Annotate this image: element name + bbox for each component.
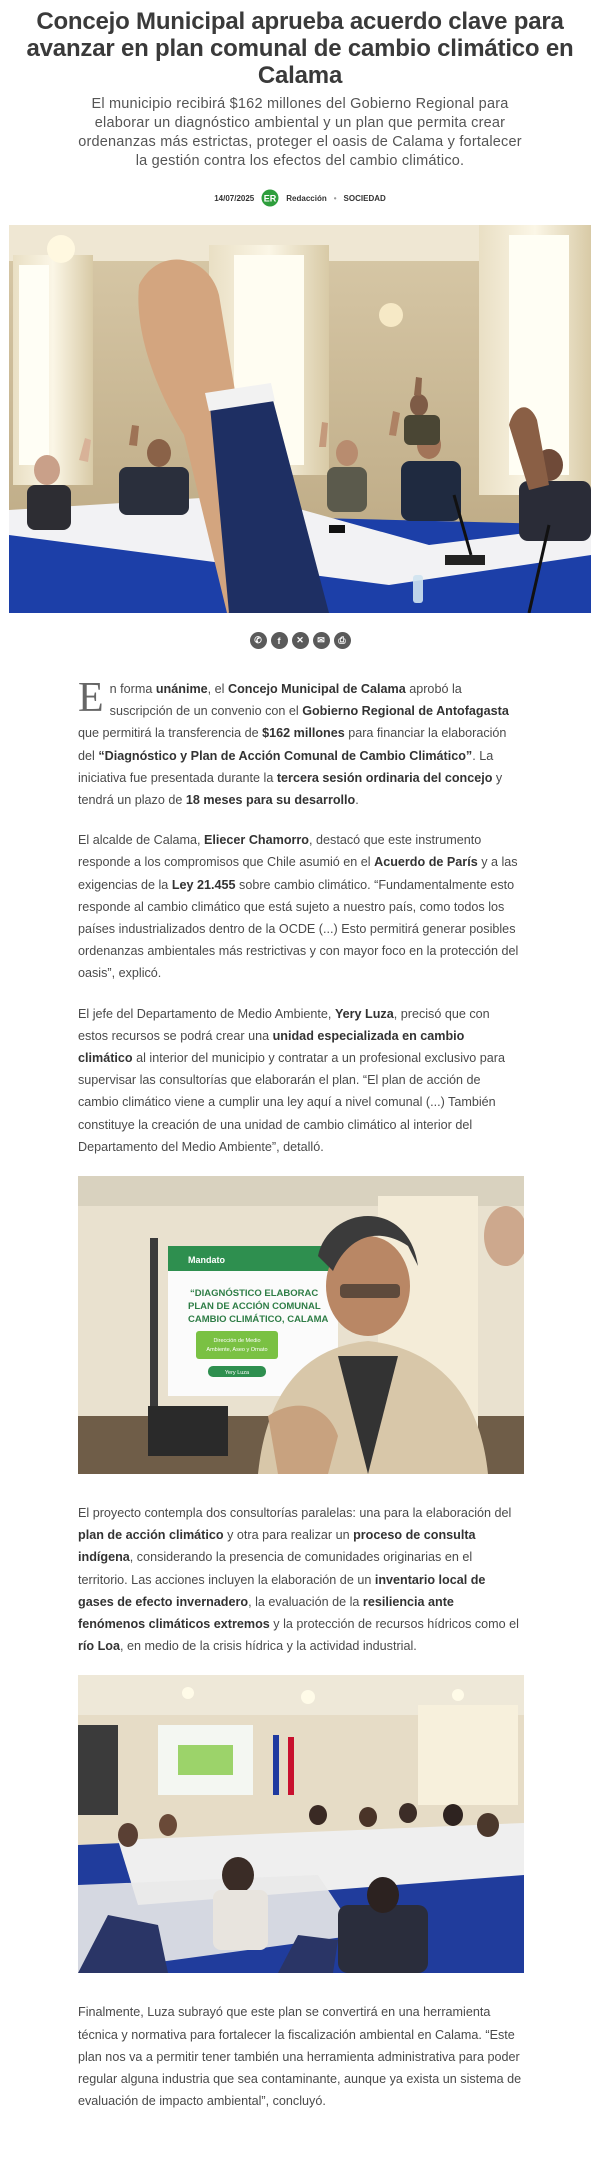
dropcap: E: [78, 675, 104, 721]
article-meta: [0, 189, 600, 207]
slide-title-1: “DIAGNÓSTICO ELABORAC: [190, 1288, 319, 1300]
article-body: [0, 675, 600, 2113]
author-link[interactable]: Redacción: [286, 193, 327, 203]
paragraph-3: El jefe del Departamento de Medio Ambiente, Yery Luza, precisó que con estos recursos se podrá crear una unidad especializada en cambio climático al interior del municipio y contratar a un profesional exclusivo para supervisar las consultorías que elaborarán el plan. “El plan de acción de cambio climático viene a cumplir una ley aquí a nivel comunal (...) También constituye la creación de una unidad de cambio climático al interior del Departamento del Medio Ambiente”, detalló.: [78, 1006, 506, 1154]
slide-heading: Mandato: [188, 1255, 225, 1266]
print-icon[interactable]: ⎙: [334, 632, 351, 649]
slide-box-1: Dirección de Medio: [213, 1338, 261, 1345]
meta-separator: •: [333, 193, 337, 203]
publish-date: 14/07/2025: [214, 193, 255, 203]
email-icon[interactable]: ✉: [313, 632, 330, 649]
slide-box-2: Ambiente, Aseo y Ornato: [206, 1347, 268, 1354]
section-link[interactable]: SOCIEDAD: [343, 193, 386, 203]
outlet-logo-text: ER: [264, 193, 277, 204]
photo-council-session-room: [78, 1675, 524, 1973]
slide-title-3: CAMBIO CLIMÁTICO, CALAMA: [188, 1314, 329, 1326]
slide-title-2: PLAN DE ACCIÓN COMUNAL: [188, 1301, 321, 1313]
slide-pill: Yery Luza: [224, 1370, 250, 1377]
paragraph-5: Finalmente, Luza subrayó que este plan se convertirá en una herramienta técnica y normativa para fortalecer la fiscalización ambiental en Calama. “Este plan nos va a permitir tener también una herramienta administrativa para poder regular alguna industria que sea contaminante, aunque ya exista un sistema de evaluación de impacto ambiental”, concluyó.: [78, 2005, 522, 2109]
paragraph-4: El proyecto contempla dos consultorías paralelas: una para la elaboración del plan de acción climático y otra para realizar un proceso de consulta indígena, considerando la presencia de comunidades originarias en el territorio. Las acciones incluyen la elaboración de un inventario local de gases de efecto invernadero, la evaluación de la resiliencia ante fenómenos climáticos extremos y la protección de recursos hídricos como el río Loa, en medio de la crisis hídrica y la actividad industrial.: [78, 1506, 519, 1654]
paragraph-2: El alcalde de Calama, Eliecer Chamorro, destacó que este instrumento responde a los compromisos que Chile asumió en el Acuerdo de París y a las exigencias de la Ley 21.455 sobre cambio climático. “Fundamentalmente esto responde al cambio climático que está sujeto a nuestro país, como todos los países industrializados dentro de la OCDE (...) Esto permitirá generar posibles ordenanzas ambientales más restrictivas y con mayor foco en la protección del oasis”, explicó.: [78, 833, 519, 981]
paragraph-1: En forma unánime, el Concejo Municipal de Calama aprobó la suscripción de un convenio con el Gobierno Regional de Antofagasta que permitirá la transferencia de $162 millones para financiar la elaboración del “Diagnóstico y Plan de Acción Comunal de Cambio Climático”. La iniciativa fue presentada durante la tercera sesión ordinaria del concejo y tendrá un plazo de 18 meses para su desarrollo.: [78, 675, 509, 808]
photo-speaker-presentation: [78, 1176, 524, 1474]
outlet-logo-icon[interactable]: [261, 189, 279, 207]
x-icon[interactable]: ✕: [292, 632, 309, 649]
facebook-icon[interactable]: f: [271, 632, 288, 649]
hero-photo-council-vote: [9, 225, 591, 613]
article-dek: El municipio recibirá $162 millones del Gobierno Regional para elaborar un diagnóstico ambiental y un plan que permita crear ordenanzas más estrictas, proteger el oasis de Calama y fortalecer la gestión contra los efectos del cambio climático.: [78, 96, 522, 169]
share-bar: [0, 632, 600, 649]
article-headline: Concejo Municipal aprueba acuerdo clave para avanzar en plan comunal de cambio climático en Calama: [26, 8, 574, 89]
whatsapp-icon[interactable]: ✆: [250, 632, 267, 649]
